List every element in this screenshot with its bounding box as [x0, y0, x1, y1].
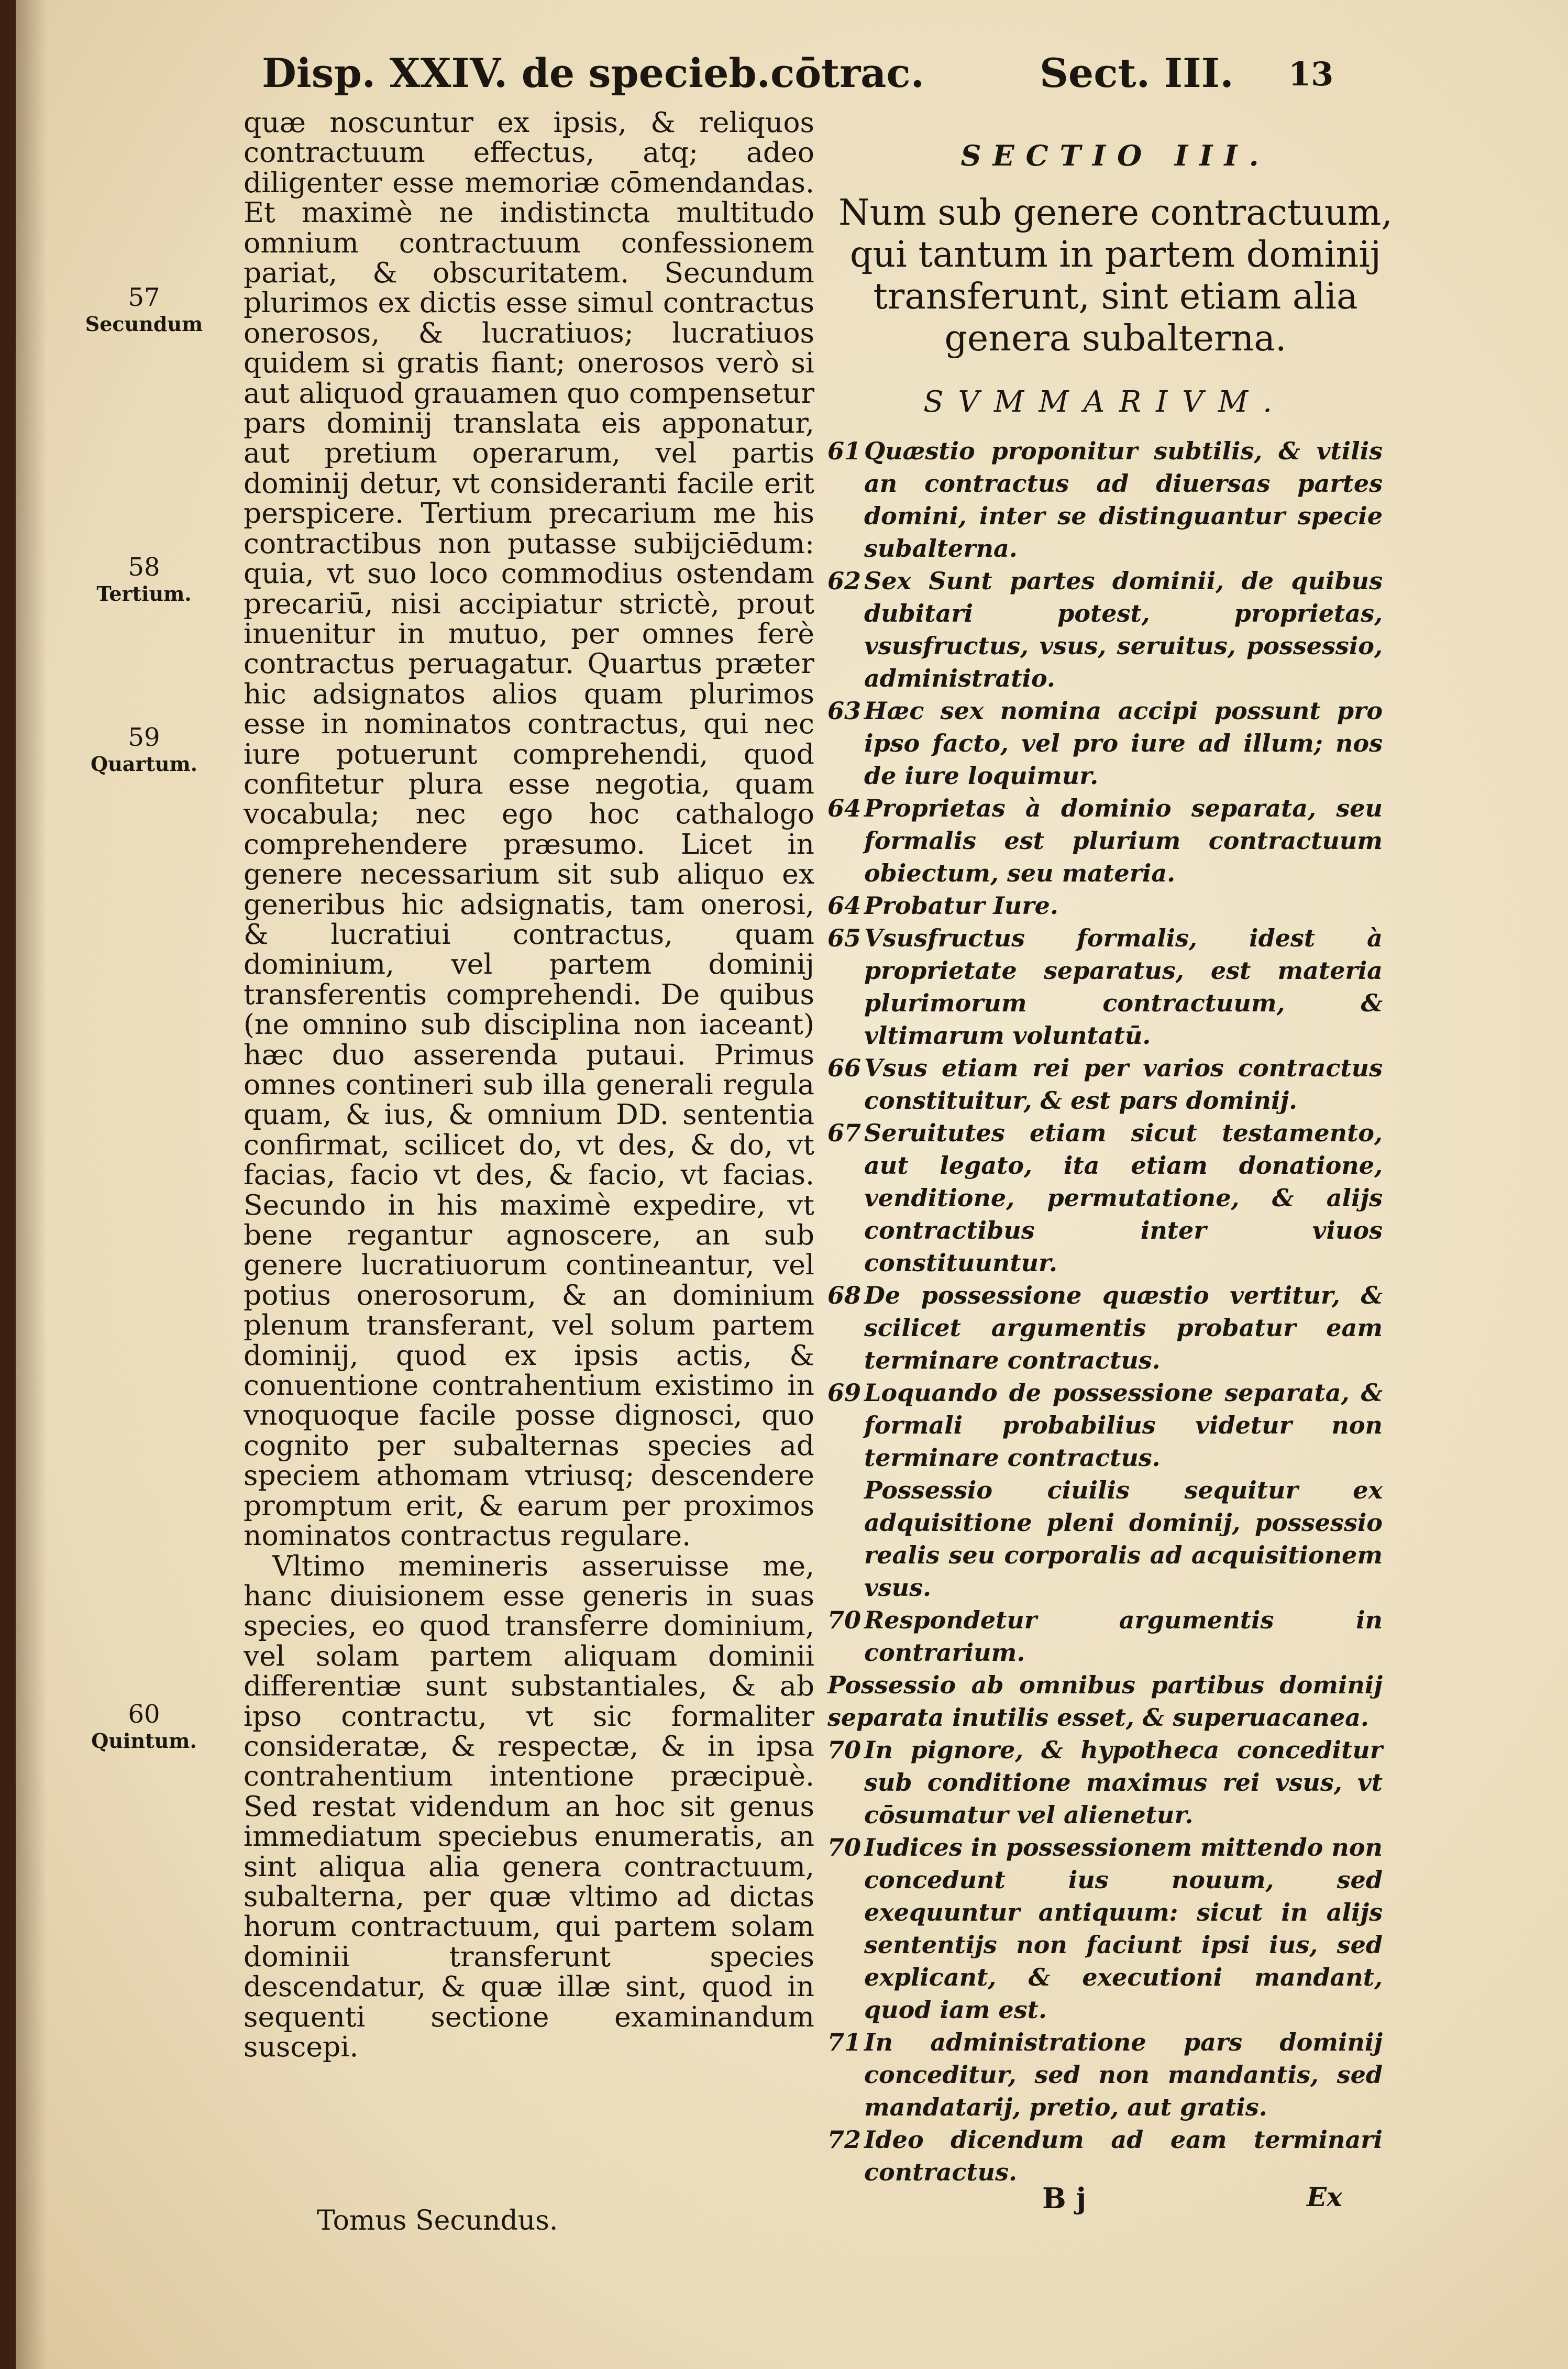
summary-item: [827, 1117, 1383, 1279]
summary-item-text: Hæc sex nomina accipi possunt pro ipso facto, vel pro iure ad illum; nos de iure loquimur.: [864, 697, 1383, 790]
margin-note-number: 59: [128, 723, 160, 752]
running-title: Disp. XXIV. de specieb.cōtrac.: [262, 50, 925, 96]
summary-item: [827, 1279, 1383, 1376]
summary-item-text: Sex Sunt partes dominii, de quibus dubitari potest, proprietas, vsusfructus, vsus, seruitus, possessio, administratio.: [864, 567, 1383, 692]
summary-item: [827, 792, 1383, 889]
summary-item-number: 62: [827, 567, 862, 595]
summary-item-number: 70: [827, 1736, 862, 1764]
margin-note-number: 60: [128, 1700, 160, 1729]
section-title: Num sub genere contractuum, qui tantum in partem dominij transferunt, sint etiam alia genera subalterna.: [838, 192, 1393, 359]
left-text-column: [244, 107, 814, 2062]
gutter-shadow: [16, 0, 47, 2369]
summary-item-text: De possessione quæstio vertitur, & scilicet argumentis probatur eam terminare contractus.: [864, 1281, 1383, 1374]
summary-item-text: In administratione pars dominij conceditur, sed non mandantis, sed mandatarij, pretio, aut gratis.: [864, 2028, 1383, 2121]
section-reference: Sect. III.: [1040, 50, 1234, 96]
book-page: [16, 0, 1568, 2369]
summary-item-number: 64: [827, 794, 862, 822]
summary-item-number: 63: [827, 697, 862, 725]
summary-item-text: Quæstio proponitur subtilis, & vtilis an contractus ad diuersas partes domini, inter se distinguantur specie subalterna.: [864, 437, 1383, 563]
summary-item: [827, 1052, 1383, 1117]
summary-item-text: Ideo dicendum ad eam terminari contractus.: [864, 2125, 1383, 2186]
summary-item-number: 67: [827, 1119, 862, 1147]
summary-item-number: 66: [827, 1054, 862, 1082]
summary-item-text: Iudices in possessionem mittendo non concedunt ius nouum, sed exequuntur antiquum: sicut in alijs sententijs non faciunt ipsi ius, sed explicant, & executioni mandant, quod iam est.: [864, 1833, 1383, 2024]
summary-item-text: Possessio ciuilis sequitur ex adquisitione pleni dominij, possessio realis seu corporalis ad acquisitionem vsus.: [864, 1476, 1383, 1602]
summary-item-number: [848, 1474, 864, 1604]
summary-item: [827, 1831, 1383, 2026]
summary-item: [827, 922, 1383, 1052]
margin-note-57: [84, 283, 204, 336]
summary-item-text: Seruitutes etiam sicut testamento, aut legato, ita etiam donatione, venditione, permutatione, & alijs contractibus inter viuos constituuntur.: [864, 1119, 1383, 1277]
margin-note-number: 58: [128, 553, 160, 582]
summary-item: [827, 1376, 1383, 1474]
signature-mark: B j: [1042, 2181, 1086, 2215]
summary-item: [827, 889, 1383, 922]
summary-item: [827, 2026, 1383, 2123]
summary-item-number: 70: [827, 1833, 862, 1861]
body-paragraph: quæ noscuntur ex ipsis, & reliquos contractuum effectus, atq; adeo diligenter esse memoriæ cōmendandas. Et maximè ne indistincta multitudo omnium contractuum confessionem pariat, & obscuritatem. Secundum plurimos ex dictis esse simul contractus onerosos, & lucratiuos; lucratiuos quidem si gratis fiant; onerosos verò si aut aliquod grauamen quo compensetur pars dominij translata eis apponatur, aut pretium operarum, vel partis dominij detur, vt consideranti facile erit perspicere. Tertium precarium me his contractibus non putasse subijciēdum: quia, vt suo loco commodius ostendam precariū, nisi accipiatur strictè, prout inuenitur in mutuo, per omnes ferè contractus peruagatur. Quartus præter hic adsignatos alios quam plurimos esse in nominatos contractus, qui nec iure potuerunt comprehendi, quod confitetur plura esse negotia, quam vocabula; nec ego hoc cathalogo comprehendere præsumo. Licet in genere necessarium sit sub aliquo ex generibus hic adsignatis, tam onerosi, & lucratiui contractus, quam dominium, vel partem dominij transferentis comprehendi. De quibus (ne omnino sub disciplina non iaceant) hæc duo asserenda putaui. Primus omnes contineri sub illa generali regula quam, & ius, & omnium DD. sententia confirmat, scilicet do, vt des, & do, vt facias, facio vt des, & facio, vt facias. Secundo in his maximè expedire, vt bene regantur agnoscere, an sub genere lucratiuorum contineantur, vel potius onerosorum, & an dominium plenum transferant, vel solum partem dominij, quod ex ipsis actis, & conuentione contrahentium existimo in vnoquoque facile posse dignosci, quo cognito per subalternas species ad speciem athomam vtriusq; descendere promptum erit, & earum per proximos nominatos contractus regulare.: [244, 106, 814, 1552]
margin-note-60: [84, 1700, 204, 1753]
summary-item: [827, 1669, 1383, 1734]
summary-item: [827, 1474, 1383, 1604]
summary-item-text: Probatur Iure.: [864, 891, 1058, 920]
summarium-heading: SVMMARIVM.: [923, 385, 1287, 419]
summary-item: [827, 1604, 1383, 1669]
summary-item-text: In pignore, & hypotheca conceditur sub conditione maximus rei vsus, vt cōsumatur vel alienetur.: [864, 1736, 1383, 1829]
summary-item: [827, 1734, 1383, 1831]
summary-item: [827, 695, 1383, 792]
margin-note-59: [84, 723, 204, 776]
summary-item: [827, 435, 1383, 565]
summary-item-text: Vsus etiam rei per varios contractus constituitur, & est pars dominij.: [864, 1054, 1383, 1115]
summary-item-text: Proprietas à dominio separata, seu formalis est plurium contractuum obiectum, seu materia.: [864, 794, 1383, 887]
right-text-column: [827, 107, 1393, 2188]
margin-note-label: Tertium.: [96, 582, 192, 605]
summary-item-number: 68: [827, 1281, 862, 1309]
summary-item-number: 64: [827, 891, 862, 920]
summary-item-number: 69: [827, 1379, 862, 1407]
page-header: [262, 50, 1568, 107]
margin-note-label: Quintum.: [91, 1729, 197, 1753]
volume-footer: Tomus Secundus.: [317, 2205, 558, 2236]
summary-item-text: Vsusfructus formalis, idest à proprietate separatus, est materia plurimorum contractuum, & vltimarum voluntatū.: [864, 924, 1383, 1050]
summary-item-text: Loquando de possessione separata, & formali probabilius videtur non terminare contractus.: [864, 1379, 1383, 1472]
summary-item-number: 71: [827, 2028, 862, 2056]
summary-item-number: 70: [827, 1606, 862, 1634]
catchword: Ex: [1307, 2181, 1342, 2212]
summary-item: [827, 2123, 1383, 2188]
page-number: 13: [1288, 55, 1334, 93]
summary-item-text: Possessio ab omnibus partibus dominij separata inutilis esset, & superuacanea.: [827, 1671, 1383, 1732]
summary-item: [827, 565, 1383, 695]
summary-item-text: Respondetur argumentis in contrarium.: [864, 1606, 1383, 1667]
summary-list: [827, 435, 1383, 2188]
margin-note-58: [84, 553, 204, 605]
sectio-heading: SECTIO III.: [960, 139, 1271, 172]
summary-item-number: 65: [827, 924, 862, 952]
margin-note-label: Secundum: [85, 312, 203, 336]
margin-note-label: Quartum.: [91, 752, 197, 776]
margin-note-number: 57: [128, 283, 160, 312]
summary-item-number: 61: [827, 437, 862, 465]
summary-item-number: 72: [827, 2125, 862, 2154]
body-paragraph: Vltimo memineris asseruisse me, hanc diuisionem esse generis in suas species, eo quod transferre dominium, vel solam partem aliquam dominii differentiæ sunt substantiales, & ab ipso contractu, vt sic formaliter consideratæ, & respectæ, & in ipsa contrahentium intentione præcipuè. Sed restat videndum an hoc sit genus immediatum speciebus enumeratis, an sint aliqua alia genera contractuum, subalterna, per quæ vltimo ad dictas horum contractuum, qui partem solam dominii transferunt species descendatur, & quæ illæ sint, quod in sequenti sectione examinandum suscepi.: [244, 1549, 814, 2063]
